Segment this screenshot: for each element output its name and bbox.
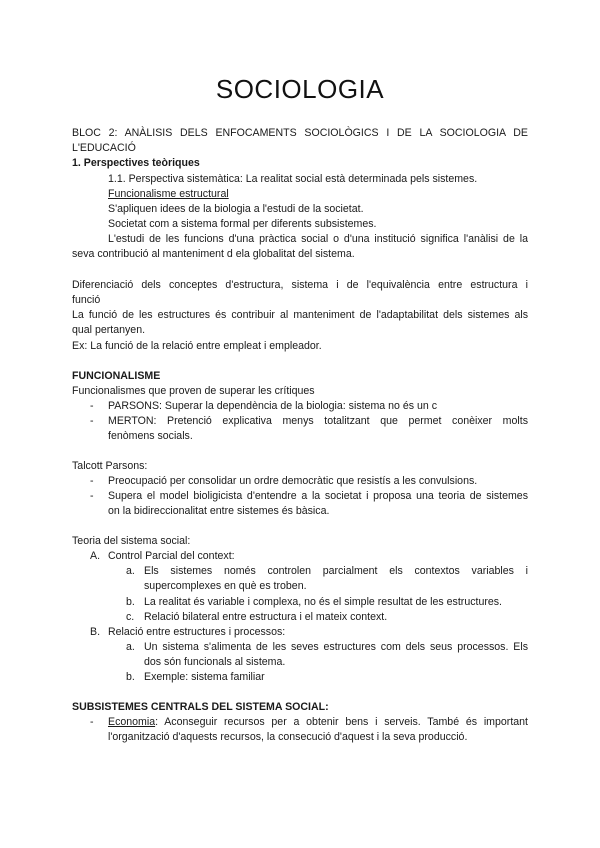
list-marker: c.: [126, 611, 135, 623]
section-heading-subsistemes: SUBSISTEMES CENTRALS DEL SISTEMA SOCIAL:: [72, 701, 329, 713]
list-marker: b.: [126, 671, 135, 683]
bloc-heading-line1: BLOC 2: ANÀLISIS DELS ENFOCAMENTS SOCIOLÒGICS I DE LA SOCIOLOGIA DE: [72, 127, 528, 139]
paragraph-line: Diferenciació dels conceptes d'estructura, sistema i de l'equivalència entre estructura i: [72, 279, 528, 291]
list-bullet: -: [90, 400, 94, 412]
list-bullet: -: [90, 415, 94, 427]
list-item-continuation: l'organització d'aquests recursos, la consecució d'aquest i la seva producció.: [108, 731, 468, 743]
subsection-perspectiva: 1.1. Perspectiva sistemàtica: La realitat social està determinada pels sistemes.: [108, 173, 478, 185]
list-item-continuation: dos són funcionals al sistema.: [144, 656, 286, 668]
paragraph-line: Funcionalismes que proven de superar les crítiques: [72, 385, 315, 397]
list-marker: b.: [126, 596, 135, 608]
economia-text: : Aconseguir recursos per a obtenir bens i serveis. També és important: [155, 716, 528, 728]
paragraph-line: qual pertanyen.: [72, 324, 146, 336]
economia-label: Economia: [108, 716, 156, 728]
teoria-heading: Teoria del sistema social:: [72, 535, 191, 547]
list-item-continuation: supercomplexes en què es troben.: [144, 580, 307, 592]
list-item: Preocupació per consolidar un ordre democràtic que resistís a les convulsions.: [108, 475, 478, 487]
paragraph-line: L'estudi de les funcions d'una pràctica social o d'una institució significa l'anàlisi de la: [108, 233, 528, 245]
list-item: [108, 715, 528, 730]
list-item: Exemple: sistema familiar: [144, 671, 265, 683]
list-item: La realitat és variable i complexa, no és el simple resultat de les estructures.: [144, 596, 503, 608]
list-item: Un sistema s'alimenta de les seves estructures com dels seus processos. Els: [144, 641, 528, 653]
bloc-heading-line2: L'EDUCACIÓ: [72, 142, 136, 154]
list-marker: a.: [126, 641, 135, 653]
paragraph-line: Societat com a sistema formal per diferents subsistemes.: [108, 218, 377, 230]
section-heading-perspectives: 1. Perspectives teòriques: [72, 157, 200, 169]
list-item: Control Parcial del context:: [108, 550, 235, 562]
list-item: Supera el model bioligicista d'entendre a la societat i proposa una teoria de sistemes: [108, 490, 528, 502]
paragraph-line: funció: [72, 294, 101, 306]
list-item-continuation: fenòmens socials.: [108, 430, 193, 442]
list-bullet: -: [90, 490, 94, 502]
funcionalisme-estructural-label: Funcionalisme estructural: [108, 188, 229, 200]
list-item: Els sistemes només controlen parcialment els contextos variables i: [144, 565, 528, 577]
list-bullet: -: [90, 716, 94, 728]
paragraph-line: seva contribució al manteniment d ela globalitat del sistema.: [72, 248, 355, 260]
list-item: MERTON: Pretenció explicativa menys totalitzant que permet conèixer molts: [108, 415, 528, 427]
list-bullet: -: [90, 475, 94, 487]
list-item: Relació entre estructures i processos:: [108, 626, 286, 638]
paragraph-line: La funció de les estructures és contribuir al manteniment de l'adaptabilitat dels sistemes als: [72, 309, 528, 321]
list-item: Relació bilateral entre estructura i el mateix context.: [144, 611, 388, 623]
list-marker: A.: [90, 550, 101, 562]
list-marker: a.: [126, 565, 135, 577]
list-item-continuation: on la bidireccionalitat entre sistemes és bàsica.: [108, 505, 330, 517]
talcott-heading: Talcott Parsons:: [72, 460, 148, 472]
paragraph-line: Ex: La funció de la relació entre empleat i empleador.: [72, 340, 322, 352]
page-title: SOCIOLOGIA: [215, 74, 385, 104]
list-item: PARSONS: Superar la dependència de la biologia: sistema no és un c: [108, 400, 437, 412]
paragraph-line: S'apliquen idees de la biologia a l'estudi de la societat.: [108, 203, 364, 215]
list-marker: B.: [90, 626, 101, 638]
section-heading-funcionalisme: FUNCIONALISME: [72, 370, 161, 382]
